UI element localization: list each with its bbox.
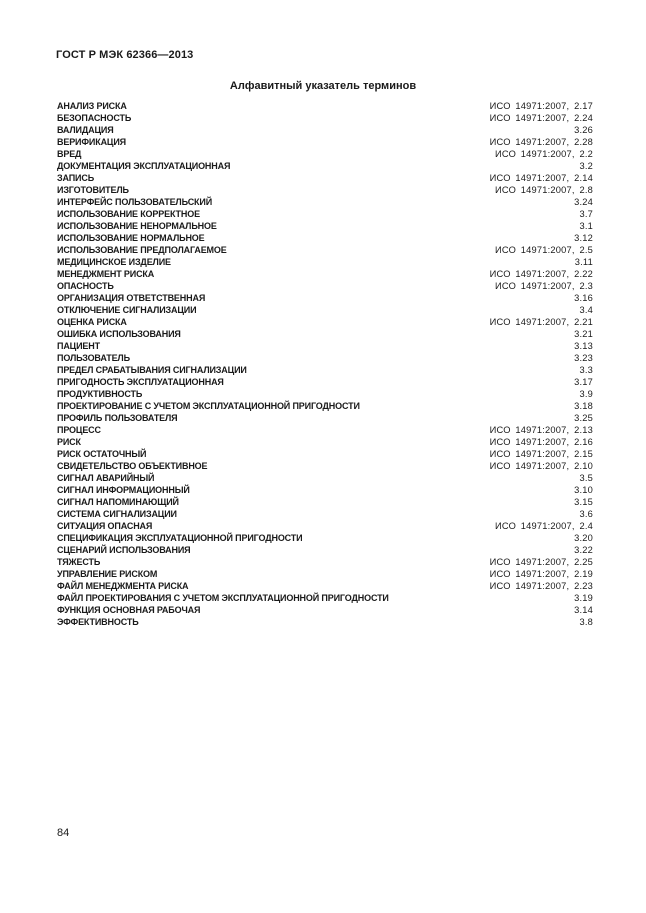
index-reference: 3.22: [574, 545, 593, 555]
index-reference: ИСО 14971:2007, 2.14: [489, 173, 593, 183]
index-entry: [57, 268, 593, 280]
index-term: СПЕЦИФИКАЦИЯ ЭКСПЛУАТАЦИОННОЙ ПРИГОДНОСТИ: [57, 533, 303, 543]
index-term: ПРЕДЕЛ СРАБАТЫВАНИЯ СИГНАЛИЗАЦИИ: [57, 365, 247, 375]
page-number: 84: [57, 827, 70, 839]
index-reference: 3.4: [579, 305, 593, 315]
index-term: СИГНАЛ НАПОМИНАЮЩИЙ: [57, 497, 179, 507]
index-reference: 3.6: [579, 509, 593, 519]
index-entry: [57, 244, 593, 256]
index-term: БЕЗОПАСНОСТЬ: [57, 113, 132, 123]
index-term: ПРОФИЛЬ ПОЛЬЗОВАТЕЛЯ: [57, 413, 178, 423]
index-term: ЭФФЕКТИВНОСТЬ: [57, 617, 139, 627]
index-entry: [57, 136, 593, 148]
index-term: СИГНАЛ ИНФОРМАЦИОННЫЙ: [57, 485, 190, 495]
index-entry: [57, 316, 593, 328]
index-term: РИСК ОСТАТОЧНЫЙ: [57, 449, 147, 459]
index-entry: [57, 568, 593, 580]
index-reference: ИСО 14971:2007, 2.25: [489, 557, 593, 567]
index-term: ОРГАНИЗАЦИЯ ОТВЕТСТВЕННАЯ: [57, 293, 206, 303]
index-term: ИНТЕРФЕЙС ПОЛЬЗОВАТЕЛЬСКИЙ: [57, 197, 213, 207]
index-reference: 3.16: [574, 293, 593, 303]
index-entry: [57, 160, 593, 172]
index-reference: ИСО 14971:2007, 2.21: [489, 317, 593, 327]
index-reference: 3.10: [574, 485, 593, 495]
index-entry: [57, 520, 593, 532]
index-entry: [57, 304, 593, 316]
index-reference: ИСО 14971:2007, 2.24: [489, 113, 593, 123]
index-reference: 3.25: [574, 413, 593, 423]
index-reference: 3.11: [574, 257, 593, 267]
index-term: СВИДЕТЕЛЬСТВО ОБЪЕКТИВНОЕ: [57, 461, 208, 471]
index-reference: 3.9: [579, 389, 593, 399]
index-reference: ИСО 14971:2007, 2.10: [489, 461, 593, 471]
index-entry: [57, 532, 593, 544]
index-reference: ИСО 14971:2007, 2.17: [489, 101, 593, 111]
index-term: ПРОЕКТИРОВАНИЕ С УЧЕТОМ ЭКСПЛУАТАЦИОННОЙ ПРИГОДНОСТИ: [57, 401, 360, 411]
index-reference: 3.15: [574, 497, 593, 507]
index-entry: [57, 400, 593, 412]
index-reference: 3.21: [574, 329, 593, 339]
index-entry: [57, 508, 593, 520]
index-reference: 3.24: [574, 197, 593, 207]
index-reference: ИСО 14971:2007, 2.23: [489, 581, 593, 591]
index-term: ОПАСНОСТЬ: [57, 281, 114, 291]
index-term: РИСК: [57, 437, 81, 447]
index-reference: ИСО 14971:2007, 2.4: [494, 521, 593, 531]
index-term: ВЕРИФИКАЦИЯ: [57, 137, 126, 147]
index-reference: 3.23: [574, 353, 593, 363]
index-term: ДОКУМЕНТАЦИЯ ЭКСПЛУАТАЦИОННАЯ: [57, 161, 231, 171]
index-reference: ИСО 14971:2007, 2.13: [489, 425, 593, 435]
index-term: СИСТЕМА СИГНАЛИЗАЦИИ: [57, 509, 177, 519]
index-term: ИСПОЛЬЗОВАНИЕ КОРРЕКТНОЕ: [57, 209, 200, 219]
index-reference: 3.5: [579, 473, 593, 483]
index-entry: [57, 496, 593, 508]
index-reference: ИСО 14971:2007, 2.2: [494, 149, 593, 159]
index-term: ФАЙЛ ПРОЕКТИРОВАНИЯ С УЧЕТОМ ЭКСПЛУАТАЦИОННОЙ ПРИГОДНОСТИ: [57, 593, 389, 603]
index-entry: [57, 436, 593, 448]
index-term: ИСПОЛЬЗОВАНИЕ ПРЕДПОЛАГАЕМОЕ: [57, 245, 227, 255]
index-reference: ИСО 14971:2007, 2.16: [489, 437, 593, 447]
index-term: МЕНЕДЖМЕНТ РИСКА: [57, 269, 155, 279]
index-term: ОЦЕНКА РИСКА: [57, 317, 127, 327]
index-entry: [57, 232, 593, 244]
index-entry: [57, 616, 593, 628]
index-term: ПРОЦЕСС: [57, 425, 101, 435]
index-term: СИГНАЛ АВАРИЙНЫЙ: [57, 473, 155, 483]
terms-index-list: [57, 100, 593, 628]
index-reference: 3.2: [579, 161, 593, 171]
index-entry: [57, 184, 593, 196]
index-entry: [57, 328, 593, 340]
index-reference: 3.7: [579, 209, 593, 219]
index-reference: 3.20: [574, 533, 593, 543]
index-reference: 3.12: [574, 233, 593, 243]
index-entry: [57, 256, 593, 268]
index-entry: [57, 460, 593, 472]
index-term: ВРЕД: [57, 149, 82, 159]
index-term: ПРИГОДНОСТЬ ЭКСПЛУАТАЦИОННАЯ: [57, 377, 224, 387]
index-entry: [57, 208, 593, 220]
index-entry: [57, 424, 593, 436]
index-entry: [57, 340, 593, 352]
index-entry: [57, 484, 593, 496]
index-reference: 3.1: [579, 221, 593, 231]
index-reference: ИСО 14971:2007, 2.8: [494, 185, 593, 195]
index-entry: [57, 124, 593, 136]
index-term: ВАЛИДАЦИЯ: [57, 125, 114, 135]
index-entry: [57, 220, 593, 232]
index-reference: 3.17: [574, 377, 593, 387]
index-reference: 3.3: [579, 365, 593, 375]
index-term: СЦЕНАРИЙ ИСПОЛЬЗОВАНИЯ: [57, 545, 191, 555]
index-term: ФАЙЛ МЕНЕДЖМЕНТА РИСКА: [57, 581, 189, 591]
index-reference: ИСО 14971:2007, 2.22: [489, 269, 593, 279]
index-entry: [57, 364, 593, 376]
index-entry: [57, 112, 593, 124]
index-term: ИСПОЛЬЗОВАНИЕ НОРМАЛЬНОЕ: [57, 233, 205, 243]
index-reference: ИСО 14971:2007, 2.19: [489, 569, 593, 579]
index-term: ЗАПИСЬ: [57, 173, 95, 183]
index-entry: [57, 376, 593, 388]
index-reference: 3.18: [574, 401, 593, 411]
index-entry: [57, 556, 593, 568]
index-term: ПРОДУКТИВНОСТЬ: [57, 389, 143, 399]
index-reference: 3.8: [579, 617, 593, 627]
index-reference: ИСО 14971:2007, 2.5: [494, 245, 593, 255]
index-entry: [57, 280, 593, 292]
index-entry: [57, 472, 593, 484]
index-entry: [57, 592, 593, 604]
index-reference: 3.13: [574, 341, 593, 351]
index-entry: [57, 196, 593, 208]
index-entry: [57, 604, 593, 616]
index-term: СИТУАЦИЯ ОПАСНАЯ: [57, 521, 153, 531]
index-term: ИЗГОТОВИТЕЛЬ: [57, 185, 129, 195]
index-entry: [57, 388, 593, 400]
index-entry: [57, 292, 593, 304]
index-reference: ИСО 14971:2007, 2.3: [494, 281, 593, 291]
index-term: ПАЦИЕНТ: [57, 341, 100, 351]
index-entry: [57, 100, 593, 112]
index-term: ИСПОЛЬЗОВАНИЕ НЕНОРМАЛЬНОЕ: [57, 221, 217, 231]
index-entry: [57, 352, 593, 364]
index-reference: 3.14: [574, 605, 593, 615]
index-term: АНАЛИЗ РИСКА: [57, 101, 127, 111]
index-term: УПРАВЛЕНИЕ РИСКОМ: [57, 569, 158, 579]
index-reference: ИСО 14971:2007, 2.15: [489, 449, 593, 459]
index-entry: [57, 544, 593, 556]
index-entry: [57, 412, 593, 424]
index-reference: 3.19: [574, 593, 593, 603]
index-term: ОТКЛЮЧЕНИЕ СИГНАЛИЗАЦИИ: [57, 305, 197, 315]
index-reference: 3.26: [574, 125, 593, 135]
index-entry: [57, 148, 593, 160]
index-term: ОШИБКА ИСПОЛЬЗОВАНИЯ: [57, 329, 181, 339]
index-term: ПОЛЬЗОВАТЕЛЬ: [57, 353, 130, 363]
index-term: МЕДИЦИНСКОЕ ИЗДЕЛИЕ: [57, 257, 171, 267]
document-header: ГОСТ Р МЭК 62366—2013: [56, 49, 194, 61]
index-title: Алфавитный указатель терминов: [229, 80, 417, 92]
index-entry: [57, 172, 593, 184]
index-entry: [57, 448, 593, 460]
index-term: ФУНКЦИЯ ОСНОВНАЯ РАБОЧАЯ: [57, 605, 201, 615]
index-reference: ИСО 14971:2007, 2.28: [489, 137, 593, 147]
index-entry: [57, 580, 593, 592]
index-term: ТЯЖЕСТЬ: [57, 557, 101, 567]
